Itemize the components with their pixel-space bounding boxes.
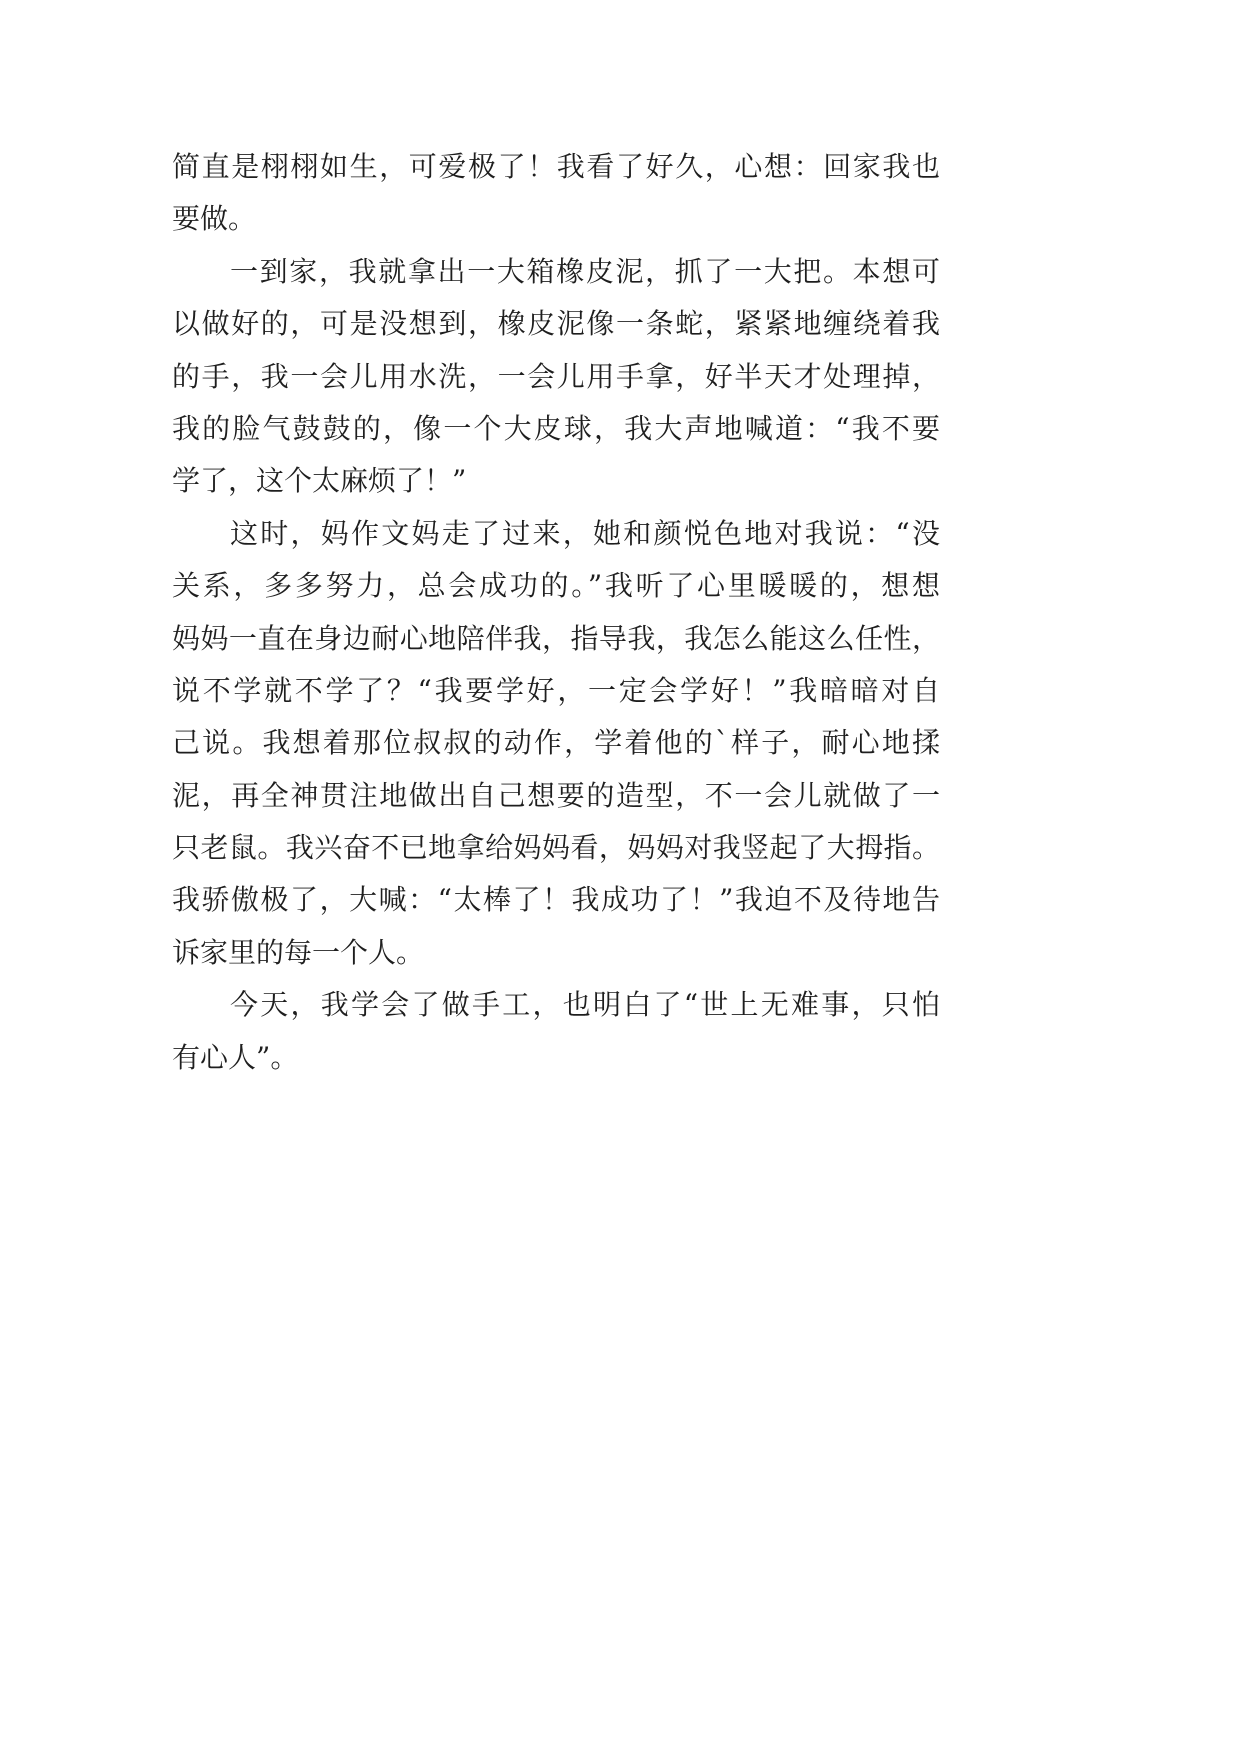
text-line: 学了，这个太麻烦了！” <box>172 464 467 498</box>
paragraph <box>172 508 940 980</box>
text-line: 这时，妈作文妈走了过来，她和颜悦色地对我说：“没 <box>230 516 940 550</box>
text-line: 说不学就不学了？“我要学好，一定会学好！”我暗暗对自 <box>172 673 940 707</box>
paragraph <box>172 246 940 508</box>
text-line: 泥，再全神贯注地做出自己想要的造型，不一会儿就做了一 <box>172 778 940 812</box>
text-line: 己说。我想着那位叔叔的动作，学着他的`样子，耐心地揉 <box>172 726 940 760</box>
text-line: 关系，多多努力，总会成功的。”我听了心里暖暖的，想想 <box>172 569 940 603</box>
text-line: 有心人”。 <box>172 1040 299 1074</box>
text-line: 要做。 <box>172 202 257 236</box>
paragraph <box>172 979 940 1084</box>
paragraph <box>172 141 940 246</box>
text-line: 妈妈一直在身边耐心地陪伴我，指导我，我怎么能这么任性， <box>172 621 940 655</box>
text-line: 我的脸气鼓鼓的，像一个大皮球，我大声地喊道：“我不要 <box>172 411 940 445</box>
text-line: 诉家里的每一个人。 <box>172 935 425 969</box>
text-line: 只老鼠。我兴奋不已地拿给妈妈看，妈妈对我竖起了大拇指。 <box>172 831 940 865</box>
text-line: 一到家，我就拿出一大箱橡皮泥，抓了一大把。本想可 <box>230 254 940 288</box>
text-line: 以做好的，可是没想到，橡皮泥像一条蛇，紧紧地缠绕着我 <box>172 307 940 341</box>
text-line: 我骄傲极了，大喊：“太棒了！我成功了！”我迫不及待地告 <box>172 883 940 917</box>
document-body <box>172 141 940 1084</box>
text-line: 今天，我学会了做手工，也明白了“世上无难事，只怕 <box>230 988 940 1022</box>
text-line: 简直是栩栩如生，可爱极了！我看了好久，心想：回家我也 <box>172 150 940 183</box>
text-line: 的手，我一会儿用水洗，一会儿用手拿，好半天才处理掉， <box>172 359 940 393</box>
